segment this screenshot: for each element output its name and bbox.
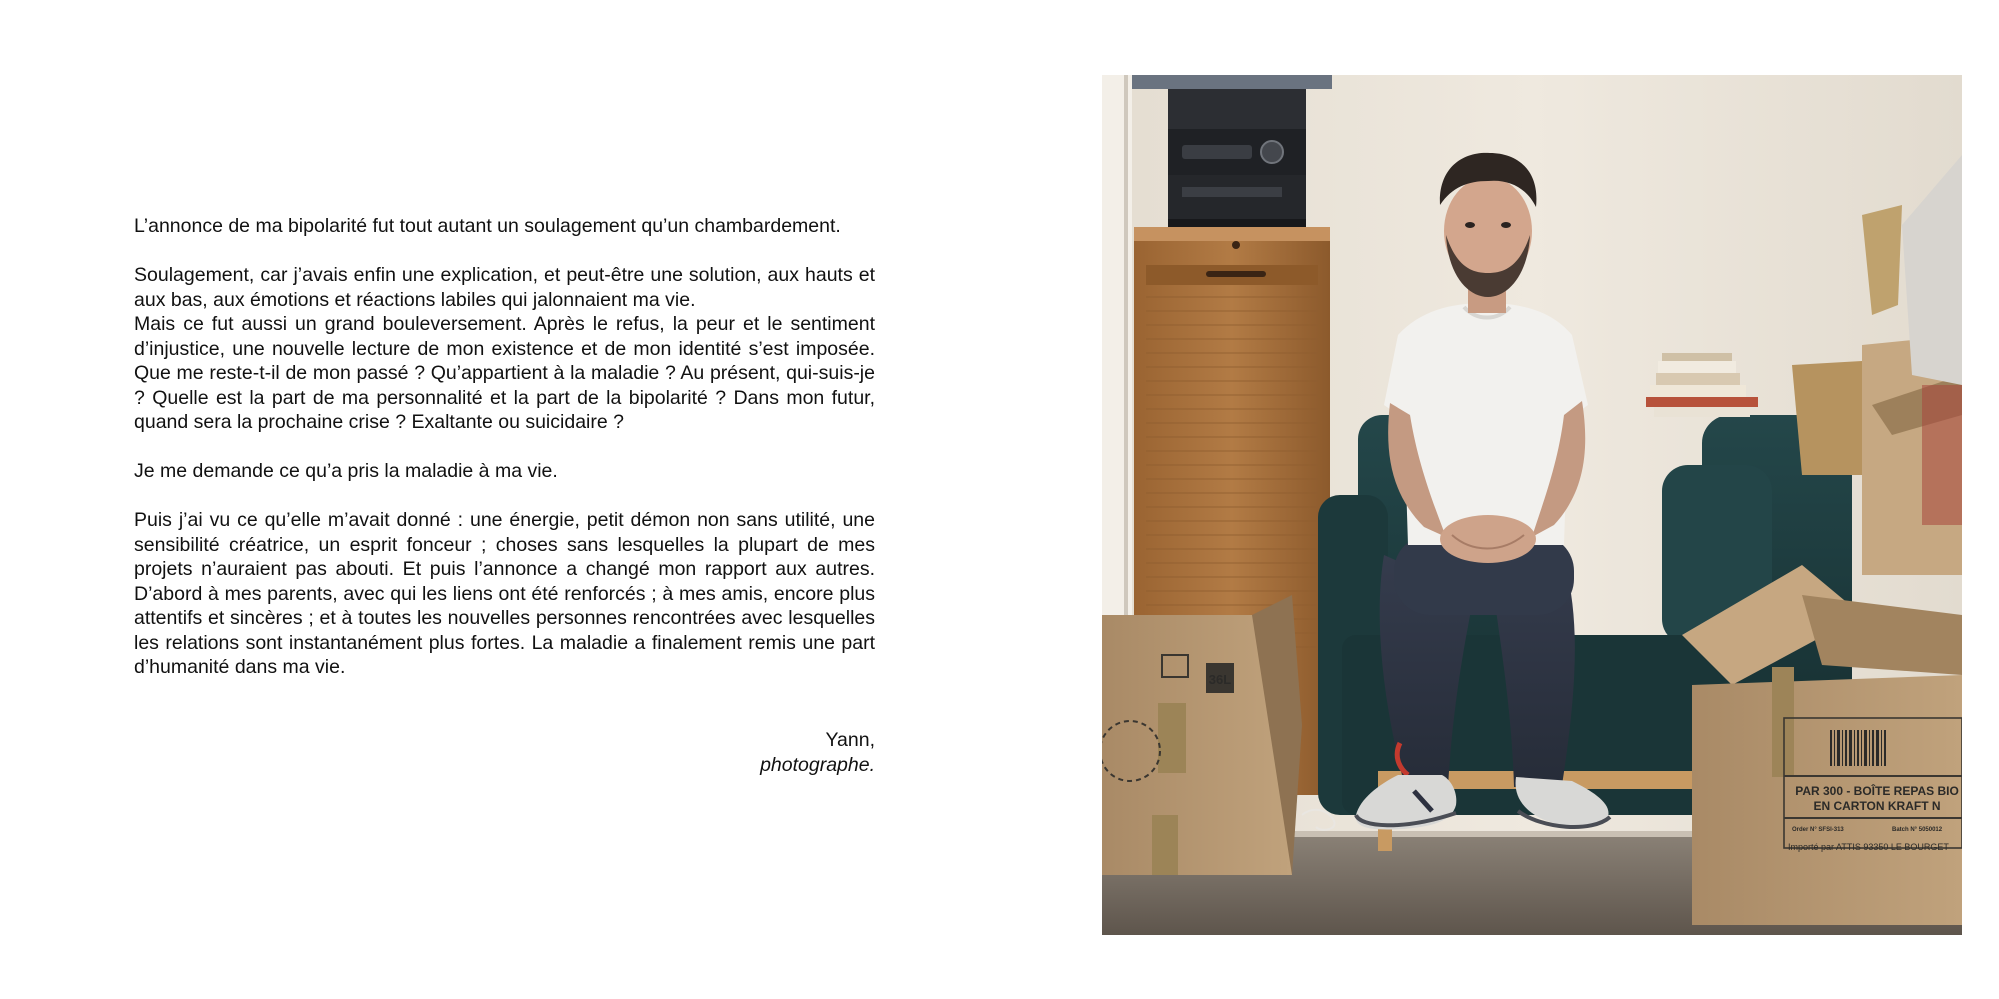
paragraph-5: Puis j’ai vu ce qu’elle m’avait donné : une énergie, petit démon non sans utilité, une sensibilité créatrice, un esprit fonceur ; choses sans lesquelles la plupart de mes projets n’auraient pas abouti. Et puis l’annonce a changé mon rapport aux autres. D’abord à mes parents, avec qui les liens ont été renforcés ; à mes amis, encore plus attentifs et sincères ; et à toutes les nouvelles personnes rencontrées avec lesquelles les relations sont instantanément plus fortes. La maladie a finalement remis une part d’humanité dans ma vie. xyxy=(134,509,875,678)
box-capacity: 36L xyxy=(1208,672,1232,687)
paragraph-4: Je me demande ce qu’a pris la maladie à ma vie. xyxy=(134,460,558,482)
box-order-number: Order N° SFSI-313 xyxy=(1792,827,1844,833)
box-label-line2: EN CARTON KRAFT N xyxy=(1813,799,1941,813)
paragraph-2: Soulagement, car j’avais enfin une explication, et peut-être une solution, aux hauts et aux bas, aux émotions et réactions labiles qui jalonnaient ma vie. xyxy=(134,264,875,311)
small-cardboard-box xyxy=(1102,595,1302,875)
signature xyxy=(134,728,875,777)
signature-name: Yann, xyxy=(825,729,875,751)
signature-role: photographe. xyxy=(760,753,875,776)
box-batch-number: Batch N° 5050012 xyxy=(1892,827,1943,833)
box-label-line1: PAR 300 - BOÎTE REPAS BIO xyxy=(1795,784,1959,798)
barcode xyxy=(1830,730,1886,766)
large-cardboard-box xyxy=(1682,565,1962,925)
box-importer: Importé par ATTIS 93350 LE BOURGET xyxy=(1788,842,1949,852)
portrait-photo xyxy=(1102,75,1962,935)
paragraph-3: Mais ce fut aussi un grand bouleversement. Après le refus, la peur et le sentiment d’injustice, une nouvelle lecture de mon existence et de mon identité s’est imposée. Que me reste-t-il de mon passé ? Qu’appartient à la maladie ? Au présent, qui-suis-je ? Quelle est la part de ma personnalité et la part de la bipolarité ? Dans mon futur, quand sera la prochaine crise ? Exaltante ou suicidaire ? xyxy=(134,313,875,433)
testimony-text xyxy=(134,214,875,704)
paragraph-1: L’annonce de ma bipolarité fut tout autant un soulagement qu’un chambardement. xyxy=(134,215,841,237)
portrait-illustration xyxy=(1102,75,1962,935)
